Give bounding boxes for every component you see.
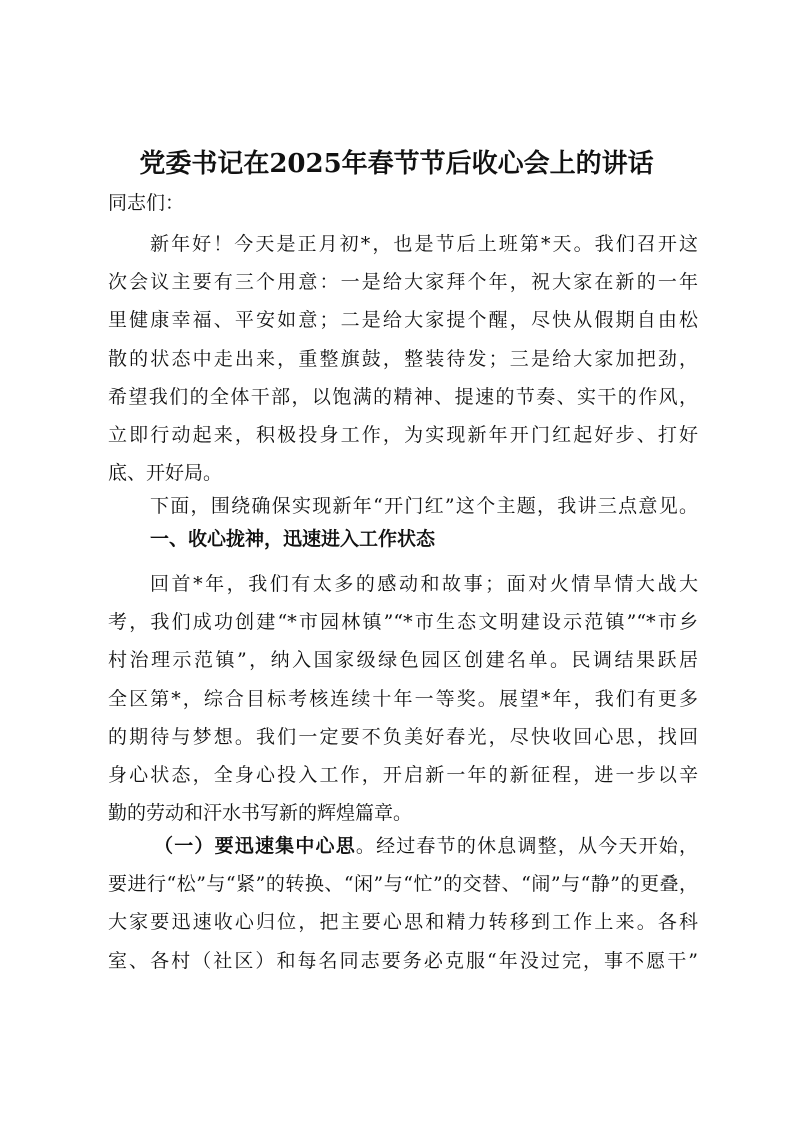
paragraph-line: 村治理示范镇”，纳入国家级绿色园区创建名单。民调结果跃居 [108,649,698,672]
paragraph-line: 下面，围绕确保实现新年“开门红”这个主题，我讲三点意见。 [150,495,698,517]
paragraph-line: 立即行动起来，积极投身工作，为实现新年开门红起好步、打好 [108,423,698,446]
salutation: 同志们： [108,192,185,214]
paragraph-line: 次会议主要有三个用意：一是给大家拜个年，祝大家在新的一年 [108,271,698,294]
paragraph-line: 身心状态，全身心投入工作，开启新一年的新征程，进一步以辛 [108,763,698,786]
paragraph-line: 大家要迅速收心归位，把主要心思和精力转移到工作上来。各科 [108,911,698,934]
paragraph-line: 要进行“松”与“紧”的转换、“闲”与“忙”的交替、“闹”与“静”的更叠， [108,873,698,896]
paragraph-line: 室、各村（社区）和每名同志要务必克服“年没过完，事不愿干” [108,949,698,972]
paragraph-line: 底、开好局。 [108,462,223,485]
paragraph-1 [108,228,698,495]
paragraph-line: 回首*年，我们有太多的感动和故事；面对火情旱情大战大 [150,573,698,595]
paragraph-line: 考，我们成功创建“*市园林镇”“*市生态文明建设示范镇”“*市乡 [108,611,698,634]
paragraph-line: 全区第*，综合目标考核连续十年一等奖。展望*年，我们有更多 [108,687,698,710]
paragraph-line: 散的状态中走出来，重整旗鼓，整装待发；三是给大家加把劲， [108,347,698,370]
paragraph-line: 的期待与梦想。我们一定要不负美好春光，尽快收回心思，找回 [108,725,698,748]
document-title: 党委书记在2025年春节节后收心会上的讲话 [139,149,654,179]
paragraph-line: 新年好！今天是正月初*，也是节后上班第*天。我们召开这 [150,233,698,255]
paragraph-line [108,830,698,868]
section-heading-1: 一、收心拢神，迅速进入工作状态 [150,528,436,550]
paragraph-line: 勤的劳动和汗水书写新的辉煌篇章。 [108,802,413,825]
sub-heading-1: （一）要迅速集中心思 [154,835,356,857]
paragraph-3 [108,568,698,835]
paragraph-line: 希望我们的全体干部，以饱满的精神、提速的节奏、实干的作风， [108,385,698,408]
paragraph-4 [108,830,698,983]
paragraph-text: 。经过春节的休息调整，从今天开始， [355,835,698,857]
paragraph-line: 里健康幸福、平安如意；二是给大家提个醒，尽快从假期自由松 [108,309,698,332]
